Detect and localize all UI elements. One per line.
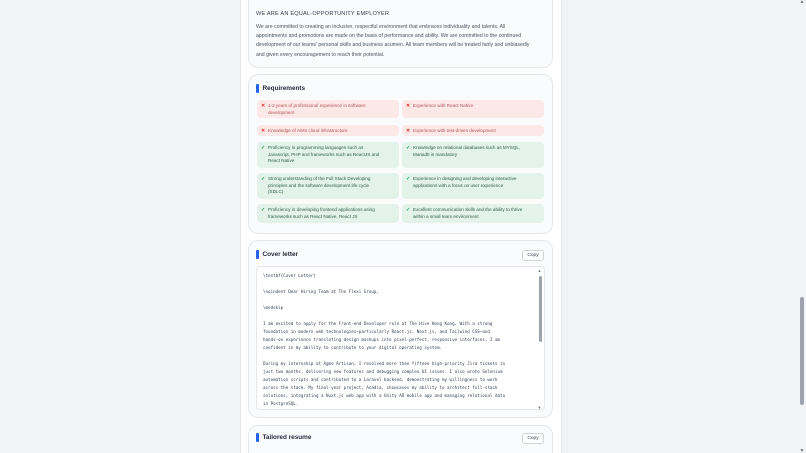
cover-letter-scrollbar[interactable] bbox=[538, 270, 542, 408]
page-scroll-down-icon[interactable]: ▼ bbox=[799, 448, 805, 453]
requirement-text-line: Javascript, PHP and frameworks such as ReactJS and bbox=[268, 151, 380, 157]
cover-letter-title-text: Cover letter bbox=[262, 251, 299, 258]
check-icon: ✓ bbox=[406, 207, 411, 213]
requirement-item bbox=[402, 100, 544, 118]
check-icon: ✓ bbox=[261, 207, 266, 213]
employer-line: We are committed to creating an inclusive, respectful environment that embraces individuality and talents. All bbox=[256, 24, 506, 30]
cross-icon: ✕ bbox=[261, 128, 266, 134]
requirement-text-line: Knowledge on relational databases such as MYSQL, bbox=[413, 145, 521, 150]
cover-letter-line: hands-on experience translating design mockups into pixel-perfect, responsive interfaces, I am bbox=[263, 337, 500, 342]
requirement-text-line: within a small team environment bbox=[413, 213, 479, 219]
requirement-item bbox=[402, 142, 544, 168]
cross-icon: ✕ bbox=[261, 103, 266, 109]
cover-letter-line: I am excited to apply for the Front-end Developer role at The Hive Hong Kong. With a strong bbox=[263, 321, 493, 326]
employer-line: development of our teams' personal skills and business acumen. All team members will be treated fairly and unbiasedly bbox=[256, 42, 530, 49]
requirement-text-line: 1-2 years of professional experience in software bbox=[268, 103, 366, 108]
requirement-item bbox=[257, 142, 399, 168]
cover-letter-line: \textbf{Cover Letter} bbox=[263, 273, 316, 278]
check-icon: ✓ bbox=[261, 145, 266, 151]
employer-paragraph bbox=[256, 23, 546, 60]
tailored-resume-title-text: Tailored resume bbox=[262, 434, 312, 441]
check-icon: ✓ bbox=[261, 176, 266, 182]
requirement-text-line: Proficiency in programming languages such as bbox=[268, 145, 364, 150]
requirement-item bbox=[257, 204, 399, 223]
requirements-title bbox=[256, 84, 305, 93]
requirement-item bbox=[402, 204, 544, 223]
cover-letter-line: just two months, delivering new features and debugging complex UI issues. I also wrote Selenium bbox=[263, 369, 503, 374]
requirement-text-line: Strong understanding of the Full Stack Developing bbox=[268, 176, 371, 181]
requirements-title-text: Requirements bbox=[262, 85, 306, 92]
check-icon: ✓ bbox=[406, 176, 411, 182]
employer-line: and given every encouragement to reach their potential. bbox=[256, 51, 385, 58]
cover-letter-line: During my internship at Agmo Artisan, I resolved more than fifteen high-priority Jira tickets in bbox=[263, 361, 506, 366]
section-accent-bar bbox=[256, 84, 259, 93]
requirement-item bbox=[257, 125, 399, 136]
copy-resume-button[interactable]: Copy bbox=[522, 433, 544, 444]
requirement-text-line: React Native bbox=[268, 158, 295, 164]
cover-letter-line: \medskip bbox=[263, 305, 284, 310]
cover-letter-line: confident in my ability to contribute to your digital operating system. bbox=[263, 345, 442, 350]
requirement-item bbox=[402, 125, 544, 136]
cover-letter-line: in PostgreSQL. bbox=[263, 401, 299, 406]
section-accent-bar bbox=[256, 433, 259, 442]
cover-letter-line: foundation in modern web technologies—particularly React.js, Next.js, and Tailwind CSS—and bbox=[263, 329, 490, 334]
requirement-text-line: Excellent communication skills and the ability to thrive bbox=[413, 207, 523, 212]
cover-letter-line: automation scripts and contributed to a Laravel backend, demonstrating my willingness to work bbox=[263, 377, 498, 382]
tailored-resume-title bbox=[256, 433, 311, 442]
requirement-text-line: principles and the software development life cycle bbox=[268, 182, 370, 188]
requirement-text-line: Experience with test-driven development bbox=[413, 128, 496, 133]
page-scroll-up-icon[interactable]: ▲ bbox=[799, 0, 805, 5]
requirement-text-line: (SDLC) bbox=[268, 189, 284, 195]
cover-letter-line: across the stack. My final-year project, Acadia, showcases my ability to architect full-stack bbox=[263, 385, 498, 390]
requirement-item bbox=[257, 173, 399, 199]
requirement-item bbox=[257, 100, 399, 118]
requirement-text-line: Mariadb is mandatory bbox=[413, 151, 458, 157]
requirement-text-line: frameworks such as React Native, React JS bbox=[268, 213, 358, 219]
employer-heading: WE ARE AN EQUAL-OPPORTUNITY EMPLOYER bbox=[256, 11, 390, 17]
employer-line: appointments and promotions are made on the basis of performance and ability. We are committed to the continued bbox=[256, 33, 522, 40]
section-accent-bar bbox=[256, 250, 259, 259]
requirement-text-line: applications with a focus on user experience bbox=[413, 182, 504, 188]
scroll-down-arrow-icon[interactable]: ▼ bbox=[537, 405, 542, 410]
requirement-text-line: Proficiency in developing frontend applications using bbox=[268, 207, 375, 212]
cover-letter-scroll-thumb[interactable] bbox=[539, 276, 542, 342]
requirement-text-line: Experience in designing and developing interactive bbox=[413, 176, 517, 181]
page-scroll-thumb[interactable] bbox=[800, 297, 804, 405]
cover-letter-line: solutions, integrating a Nuxt.js web app with a Unity AR mobile app and managing relational data bbox=[263, 393, 506, 398]
requirement-text-line: Knowledge of AWS cloud infrastructure bbox=[268, 128, 348, 133]
check-icon: ✓ bbox=[406, 145, 411, 151]
requirement-text-line: development bbox=[268, 109, 295, 115]
cover-letter-line: \noindent Dear Hiring Team at The Flexi Group, bbox=[263, 289, 379, 294]
cross-icon: ✕ bbox=[406, 128, 411, 134]
requirement-text-line: Experience with React Native bbox=[413, 103, 474, 108]
cross-icon: ✕ bbox=[406, 103, 411, 109]
requirement-item bbox=[402, 173, 544, 199]
copy-cover-letter-button[interactable]: Copy bbox=[522, 250, 544, 261]
cover-letter-textarea[interactable] bbox=[256, 266, 545, 410]
scroll-up-arrow-icon[interactable]: ▲ bbox=[537, 268, 542, 273]
page-scrollbar[interactable] bbox=[798, 0, 806, 453]
cover-letter-title bbox=[256, 250, 298, 259]
